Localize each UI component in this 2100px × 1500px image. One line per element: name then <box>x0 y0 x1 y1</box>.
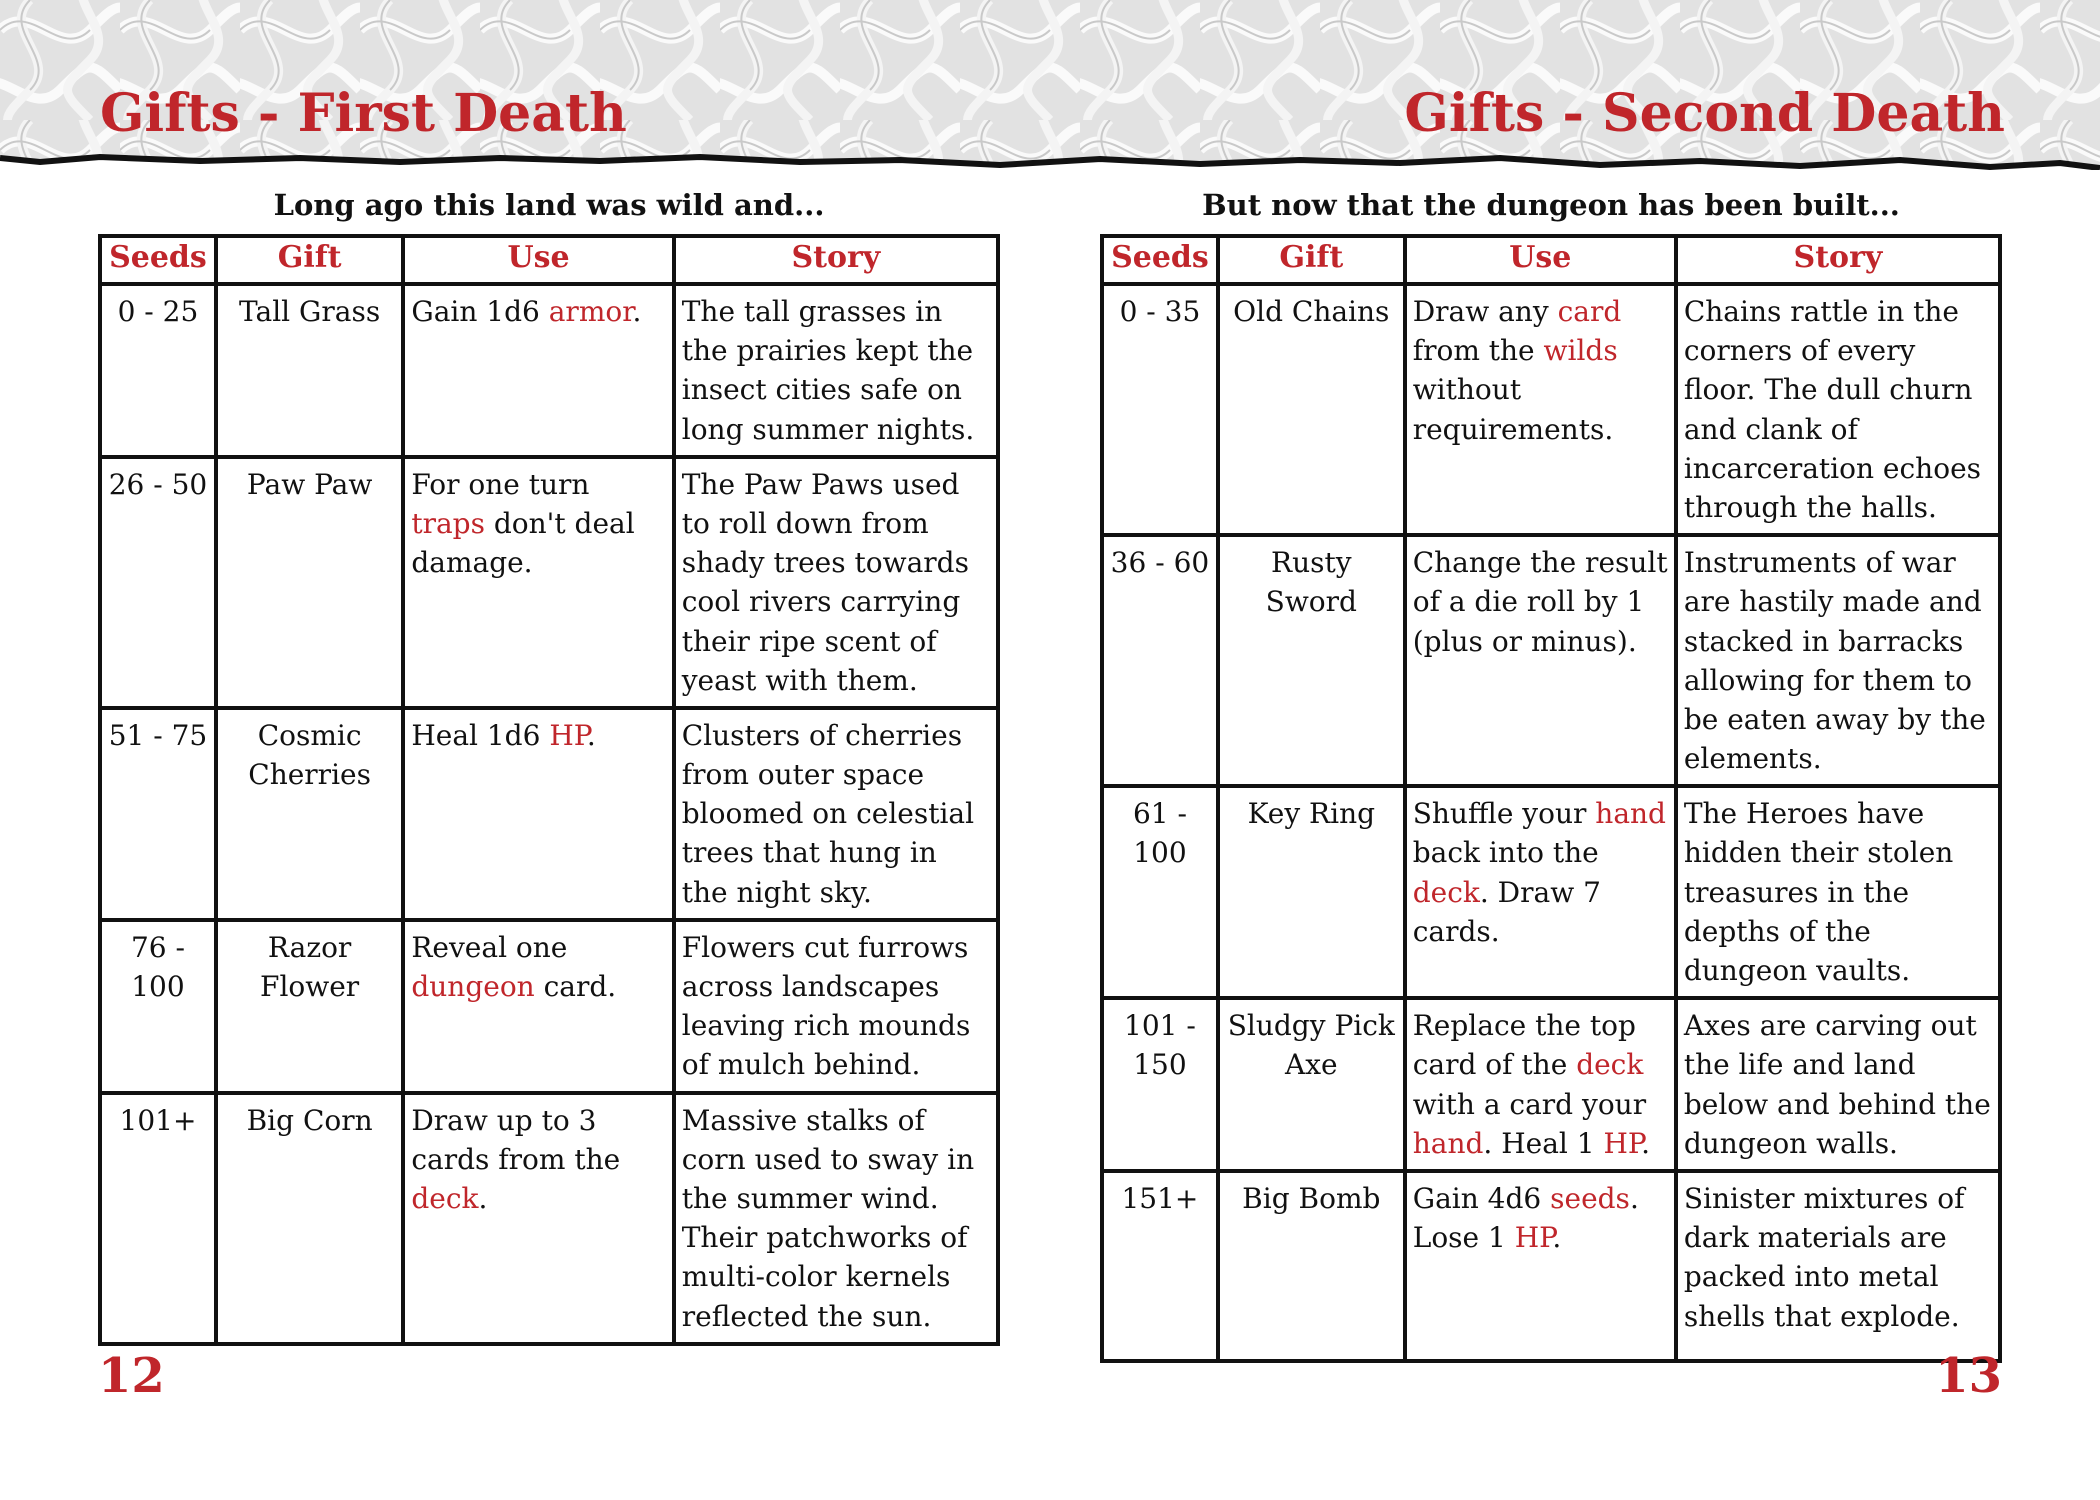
use-text: . <box>478 1181 488 1215</box>
table-row <box>1102 1171 2000 1361</box>
use-cell <box>1405 998 1676 1171</box>
use-text: from the <box>1412 334 1544 368</box>
page-title-first-death: Gifts - First Death <box>100 83 627 144</box>
use-cell <box>403 457 673 708</box>
use-text: . <box>586 718 596 752</box>
use-text: with a card your <box>1412 1087 1647 1121</box>
gifts-table-second-death <box>1100 234 2002 1363</box>
table-header-row <box>1102 236 2000 284</box>
page-title-second-death: Gifts - Second Death <box>1404 83 2005 144</box>
use-text: . <box>1641 1126 1650 1160</box>
seeds-cell: 0 - 25 <box>100 284 216 457</box>
keyword: card <box>1557 295 1622 328</box>
table-row <box>100 920 998 1093</box>
keyword: deck <box>411 1181 479 1215</box>
use-cell <box>403 708 673 920</box>
keyword: traps <box>411 506 485 540</box>
seeds-cell: 151+ <box>1102 1171 1218 1361</box>
use-cell <box>1405 786 1676 998</box>
keyword: HP <box>1514 1221 1553 1255</box>
use-text: Draw any <box>1412 295 1558 328</box>
use-text: Heal 1d6 <box>411 718 550 752</box>
story-cell: Instruments of war are hastily made and stacked in barracks allowing for them to be eaten away by the elements. <box>1676 535 2000 786</box>
story-cell: The Heroes have hidden their stolen treasures in the depths of the dungeon vaults. <box>1676 786 2000 998</box>
use-cell <box>403 1093 673 1344</box>
gift-cell: Paw Paw <box>216 457 403 708</box>
keyword: HP <box>549 718 587 752</box>
use-text: card. <box>534 970 617 1003</box>
keyword: seeds <box>1550 1181 1630 1215</box>
story-cell: Clusters of cherries from outer space bloomed on celestial trees that hung in the night sky. <box>674 708 998 920</box>
use-text: For one turn <box>411 467 590 501</box>
story-cell: Chains rattle in the corners of every floor. The dull churn and clank of incarceration echoes through the halls. <box>1676 284 2000 535</box>
table-row <box>100 457 998 708</box>
keyword: armor <box>548 295 633 328</box>
header-gift: Gift <box>216 236 403 284</box>
use-text: Replace the top card of the <box>1412 1009 1636 1082</box>
use-text: Gain 1d6 <box>411 295 549 328</box>
story-cell: The tall grasses in the prairies kept the insect cities safe on long summer nights. <box>674 284 998 457</box>
table-row <box>1102 284 2000 535</box>
seeds-cell: 61 - 100 <box>1102 786 1218 998</box>
keyword: dungeon <box>411 970 535 1003</box>
table-row <box>1102 786 2000 998</box>
subtitle-first-death: Long ago this land was wild and... <box>273 188 825 222</box>
use-text: don't deal damage. <box>411 506 635 580</box>
use-text: . Heal 1 <box>1483 1126 1604 1160</box>
header-use: Use <box>1405 236 1676 284</box>
gift-cell: Old Chains <box>1218 284 1405 535</box>
story-cell: Sinister mixtures of dark materials are packed into metal shells that explode. <box>1676 1171 2000 1361</box>
gift-cell: Big Corn <box>216 1093 403 1344</box>
keyword: wilds <box>1543 334 1618 368</box>
table-row <box>100 284 998 457</box>
subtitle-second-death: But now that the dungeon has been built... <box>1202 188 1900 222</box>
use-text: . <box>1552 1221 1562 1255</box>
story-cell: Flowers cut furrows across landscapes leaving rich mounds of mulch behind. <box>674 920 998 1093</box>
seeds-cell: 76 - 100 <box>100 920 216 1093</box>
header-seeds: Seeds <box>100 236 216 284</box>
keyword: hand <box>1595 797 1666 831</box>
header-story: Story <box>1676 236 2000 284</box>
use-cell <box>403 284 673 457</box>
use-text: Draw up to 3 cards from the <box>411 1103 621 1176</box>
seeds-cell: 36 - 60 <box>1102 535 1218 786</box>
seeds-cell: 101 - 150 <box>1102 998 1218 1171</box>
story-cell: The Paw Paws used to roll down from shady trees towards cool rivers carrying their ripe scent of yeast with them. <box>674 457 998 708</box>
table-row <box>1102 998 2000 1171</box>
use-cell <box>403 920 673 1093</box>
header-gift: Gift <box>1218 236 1405 284</box>
use-text: . Lose 1 <box>1412 1181 1639 1255</box>
header-use: Use <box>403 236 673 284</box>
use-text: Change the result of a die roll by 1 (plus or minus). <box>1412 546 1668 658</box>
table-row <box>1102 535 2000 786</box>
gift-cell: Sludgy Pick Axe <box>1218 998 1405 1171</box>
seeds-cell: 51 - 75 <box>100 708 216 920</box>
use-text: . Draw 7 cards. <box>1412 875 1601 948</box>
keyword: deck <box>1412 875 1480 909</box>
use-cell <box>1405 535 1676 786</box>
use-text: back into the <box>1412 836 1599 870</box>
header-seeds: Seeds <box>1102 236 1218 284</box>
gift-cell: Big Bomb <box>1218 1171 1405 1361</box>
seeds-cell: 26 - 50 <box>100 457 216 708</box>
page-number-right: 13 <box>1935 1348 2002 1404</box>
use-cell <box>1405 1171 1676 1361</box>
use-text: . <box>632 295 642 328</box>
gift-cell: Key Ring <box>1218 786 1405 998</box>
table-row <box>100 1093 998 1344</box>
seeds-cell: 101+ <box>100 1093 216 1344</box>
use-text: without requirements. <box>1412 373 1614 446</box>
use-cell <box>1405 284 1676 535</box>
use-text: Reveal one <box>411 930 568 964</box>
gifts-table-first-death <box>98 234 1000 1346</box>
keyword: HP <box>1603 1126 1642 1160</box>
story-cell: Massive stalks of corn used to sway in the summer wind. Their patchworks of multi-color kernels reflected the sun. <box>674 1093 998 1344</box>
seeds-cell: 0 - 35 <box>1102 284 1218 535</box>
use-text: Shuffle your <box>1412 797 1596 831</box>
gift-cell: Razor Flower <box>216 920 403 1093</box>
header-story: Story <box>674 236 998 284</box>
use-text: Gain 4d6 <box>1412 1181 1551 1215</box>
story-cell: Axes are carving out the life and land below and behind the dungeon walls. <box>1676 998 2000 1171</box>
gift-cell: Rusty Sword <box>1218 535 1405 786</box>
gift-cell: Cosmic Cherries <box>216 708 403 920</box>
gift-cell: Tall Grass <box>216 284 403 457</box>
page-number-left: 12 <box>98 1348 165 1404</box>
table-header-row <box>100 236 998 284</box>
keyword: deck <box>1576 1048 1644 1082</box>
table-row <box>100 708 998 920</box>
keyword: hand <box>1412 1126 1484 1160</box>
